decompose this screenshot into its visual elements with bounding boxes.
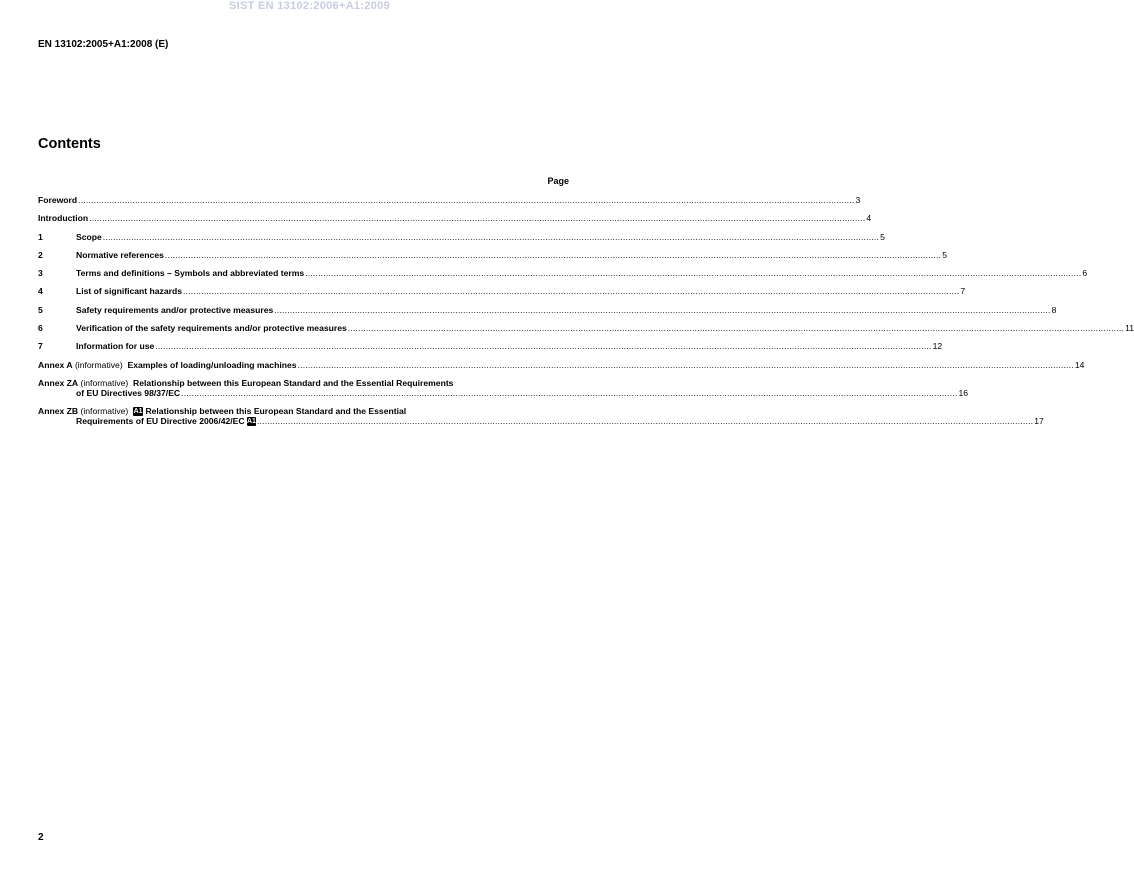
toc-entry-page: 14 — [1074, 359, 1085, 370]
toc-entry-title: Foreword — [38, 195, 78, 205]
toc-leader-dots: ............................................................................................................................................................................................................................................................................................................ — [164, 249, 942, 260]
toc-entry-page: 5 — [880, 231, 885, 242]
annex-label: Annex ZB — [38, 406, 79, 417]
toc-leader-dots: ............................................................................................................................................................................................................................................................................................................ — [347, 323, 1125, 334]
toc-entry-number: 2 — [38, 249, 43, 260]
toc-entry-number: 7 — [38, 341, 43, 352]
annex-label: Annex A — [38, 359, 73, 370]
toc-entry-title: Safety requirements and/or protective measures — [76, 304, 274, 315]
toc-entry-page: 16 — [958, 387, 968, 398]
amendment-end-marker-icon: A1 — [247, 418, 256, 426]
toc-entry-page: 11 — [1125, 323, 1134, 334]
toc-leader-dots: ............................................................................................................................................................................................................................................................................................................ — [305, 268, 1082, 279]
toc-entry-title-line1: Relationship between this European Standard and the Essential Requirements — [133, 377, 454, 388]
toc-leader-dots: ............................................................................................................................................................................................................................................................................................................ — [181, 387, 958, 398]
toc-leader-dots: ............................................................................................................................................................................................................................................................................................................ — [102, 231, 880, 242]
toc-entry-section-5[interactable] — [38, 304, 1057, 315]
table-of-contents — [38, 195, 1134, 435]
toc-entry-annex-za[interactable] — [38, 377, 968, 398]
toc-leader-dots: ............................................................................................................................................................................................................................................................................................................ — [78, 195, 855, 205]
toc-leader-dots: ............................................................................................................................................................................................................................................................................................................ — [183, 286, 960, 297]
watermark: SIST EN 13102:2006+A1:2009 — [229, 0, 390, 12]
page-number: 2 — [38, 832, 44, 843]
toc-leader-dots: ............................................................................................................................................................................................................................................................................................................ — [274, 304, 1051, 315]
document-header: EN 13102:2005+A1:2008 (E) — [38, 39, 169, 50]
annex-type: (informative) — [74, 359, 123, 370]
annex-type: (informative) — [80, 377, 129, 388]
annex-label: Annex ZA — [38, 377, 79, 388]
toc-entry-number: 6 — [38, 323, 43, 334]
toc-leader-dots: ............................................................................................................................................................................................................................................................................................................ — [155, 341, 932, 352]
toc-entry-number: 5 — [38, 304, 43, 315]
toc-entry-page: 3 — [855, 195, 861, 205]
toc-entry-title: Information for use — [76, 341, 155, 352]
annex-type: (informative) — [80, 406, 129, 417]
toc-entry-page: 5 — [942, 249, 947, 260]
toc-entry-page: 4 — [866, 213, 872, 224]
toc-entry-page: 17 — [1034, 416, 1044, 427]
toc-entry-section-4[interactable] — [38, 286, 966, 297]
toc-entry-title: List of significant hazards — [76, 286, 183, 297]
toc-entry-section-1[interactable] — [38, 231, 885, 242]
toc-entry-title: Verification of the safety requirements and/or protective measures — [76, 323, 347, 334]
toc-entry-section-2[interactable] — [38, 249, 947, 260]
toc-entry-page: 7 — [960, 286, 966, 297]
amendment-start-marker-icon: A1 — [133, 408, 143, 416]
toc-entry-title: Normative references — [76, 249, 164, 260]
page-column-label: Page — [547, 176, 569, 186]
toc-entry-title: Introduction — [38, 213, 89, 224]
toc-entry-page: 12 — [932, 341, 943, 352]
toc-entry-title: Scope — [76, 231, 102, 242]
toc-entry-section-6[interactable] — [38, 323, 1134, 334]
toc-entry-title: Examples of loading/unloading machines — [127, 359, 297, 370]
toc-entry-annex-a[interactable] — [38, 359, 1085, 370]
contents-heading: Contents — [38, 136, 101, 152]
toc-entry-page: 8 — [1051, 304, 1057, 315]
toc-entry-number: 3 — [38, 268, 43, 279]
toc-leader-dots: ............................................................................................................................................................................................................................................................................................................ — [297, 359, 1074, 370]
toc-entry-annex-zb[interactable] — [38, 406, 1044, 427]
toc-entry-foreword[interactable] — [38, 195, 861, 205]
toc-leader-dots: ............................................................................................................................................................................................................................................................................................................ — [89, 213, 866, 224]
toc-entry-title-line1: Relationship between this European Standard and the Essential — [145, 406, 407, 417]
toc-entry-section-7[interactable] — [38, 341, 943, 352]
toc-entry-title: Terms and definitions – Symbols and abbreviated terms — [76, 268, 305, 279]
toc-leader-dots: ............................................................................................................................................................................................................................................................................................................ — [256, 416, 1034, 427]
toc-entry-number: 4 — [38, 286, 43, 297]
toc-entry-number: 1 — [38, 231, 43, 242]
toc-entry-introduction[interactable] — [38, 213, 872, 224]
toc-entry-section-3[interactable] — [38, 268, 1088, 279]
toc-entry-title-line2: Requirements of EU Directive 2006/42/EC — [76, 416, 245, 427]
toc-entry-title-line2: of EU Directives 98/37/EC — [76, 387, 181, 398]
toc-entry-page: 6 — [1082, 268, 1088, 279]
